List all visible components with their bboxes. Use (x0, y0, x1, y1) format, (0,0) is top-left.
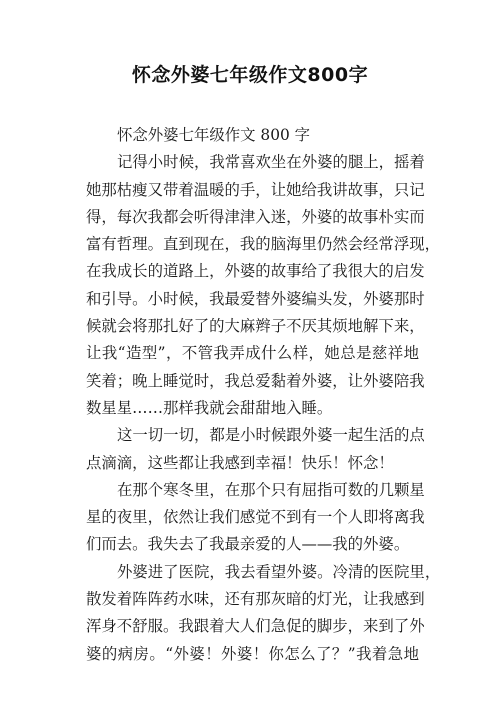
paragraph-3-line: 们而去。我失去了我最亲爱的人——我的外婆。 (86, 535, 410, 554)
paragraph-2-line: 这一切一切，都是小时候跟外婆一起生活的点 (117, 426, 425, 445)
paragraph-1-line: 和引导。小时候，我最爱替外婆编头发，外婆那时 (86, 289, 425, 308)
paragraph-4-line: 浑身不舒服。我跟着大人们急促的脚步，来到了外 (86, 617, 425, 636)
paragraph-4-line: 婆的病房。“外婆！外婆！你怎么了？”我着急地 (86, 644, 419, 663)
paragraph-2-line: 点滴滴，这些都让我感到幸福！快乐！怀念！ (86, 453, 394, 472)
paragraph-1-line: 她那枯瘦又带着温暖的手，让她给我讲故事，只记 (86, 180, 425, 199)
subtitle-line: 怀念外婆七年级作文 800 字 (117, 126, 311, 144)
paragraph-1-line: 记得小时候，我常喜欢坐在外婆的腿上，摇着 (117, 153, 425, 172)
paragraph-1-line: 在我成长的道路上，外婆的故事给了我很大的启发 (86, 262, 425, 281)
document-title: 怀念外婆七年级作文800字 (131, 64, 369, 86)
paragraph-1-line: 数星星……那样我就会甜甜地入睡。 (86, 398, 333, 417)
paragraph-3-line: 在那个寒冬里，在那个只有屈指可数的几颗星 (117, 480, 425, 499)
paragraph-4-line: 散发着阵阵药水味，还有那灰暗的灯光，让我感到 (86, 590, 425, 609)
document-body (86, 122, 441, 668)
paragraph-4-line: 外婆进了医院，我去看望外婆。冷清的医院里， (117, 562, 441, 581)
paragraph-1-line: 得，每次我都会听得津津入迷，外婆的故事朴实而 (86, 207, 425, 226)
paragraph-3-line: 星的夜里，依然让我们感觉不到有一个人即将离我 (86, 508, 425, 527)
paragraph-1-line: 笑着；晚上睡觉时，我总爱黏着外婆，让外婆陪我 (86, 371, 425, 390)
paragraph-1-line: 富有哲理。直到现在，我的脑海里仍然会经常浮现， (86, 235, 440, 254)
paragraph-1-line: 候就会将那扎好了的大麻辫子不厌其烦地解下来， (86, 317, 425, 336)
paragraph-1-line: 让我“造型”，不管我弄成什么样，她总是慈祥地 (86, 344, 419, 363)
